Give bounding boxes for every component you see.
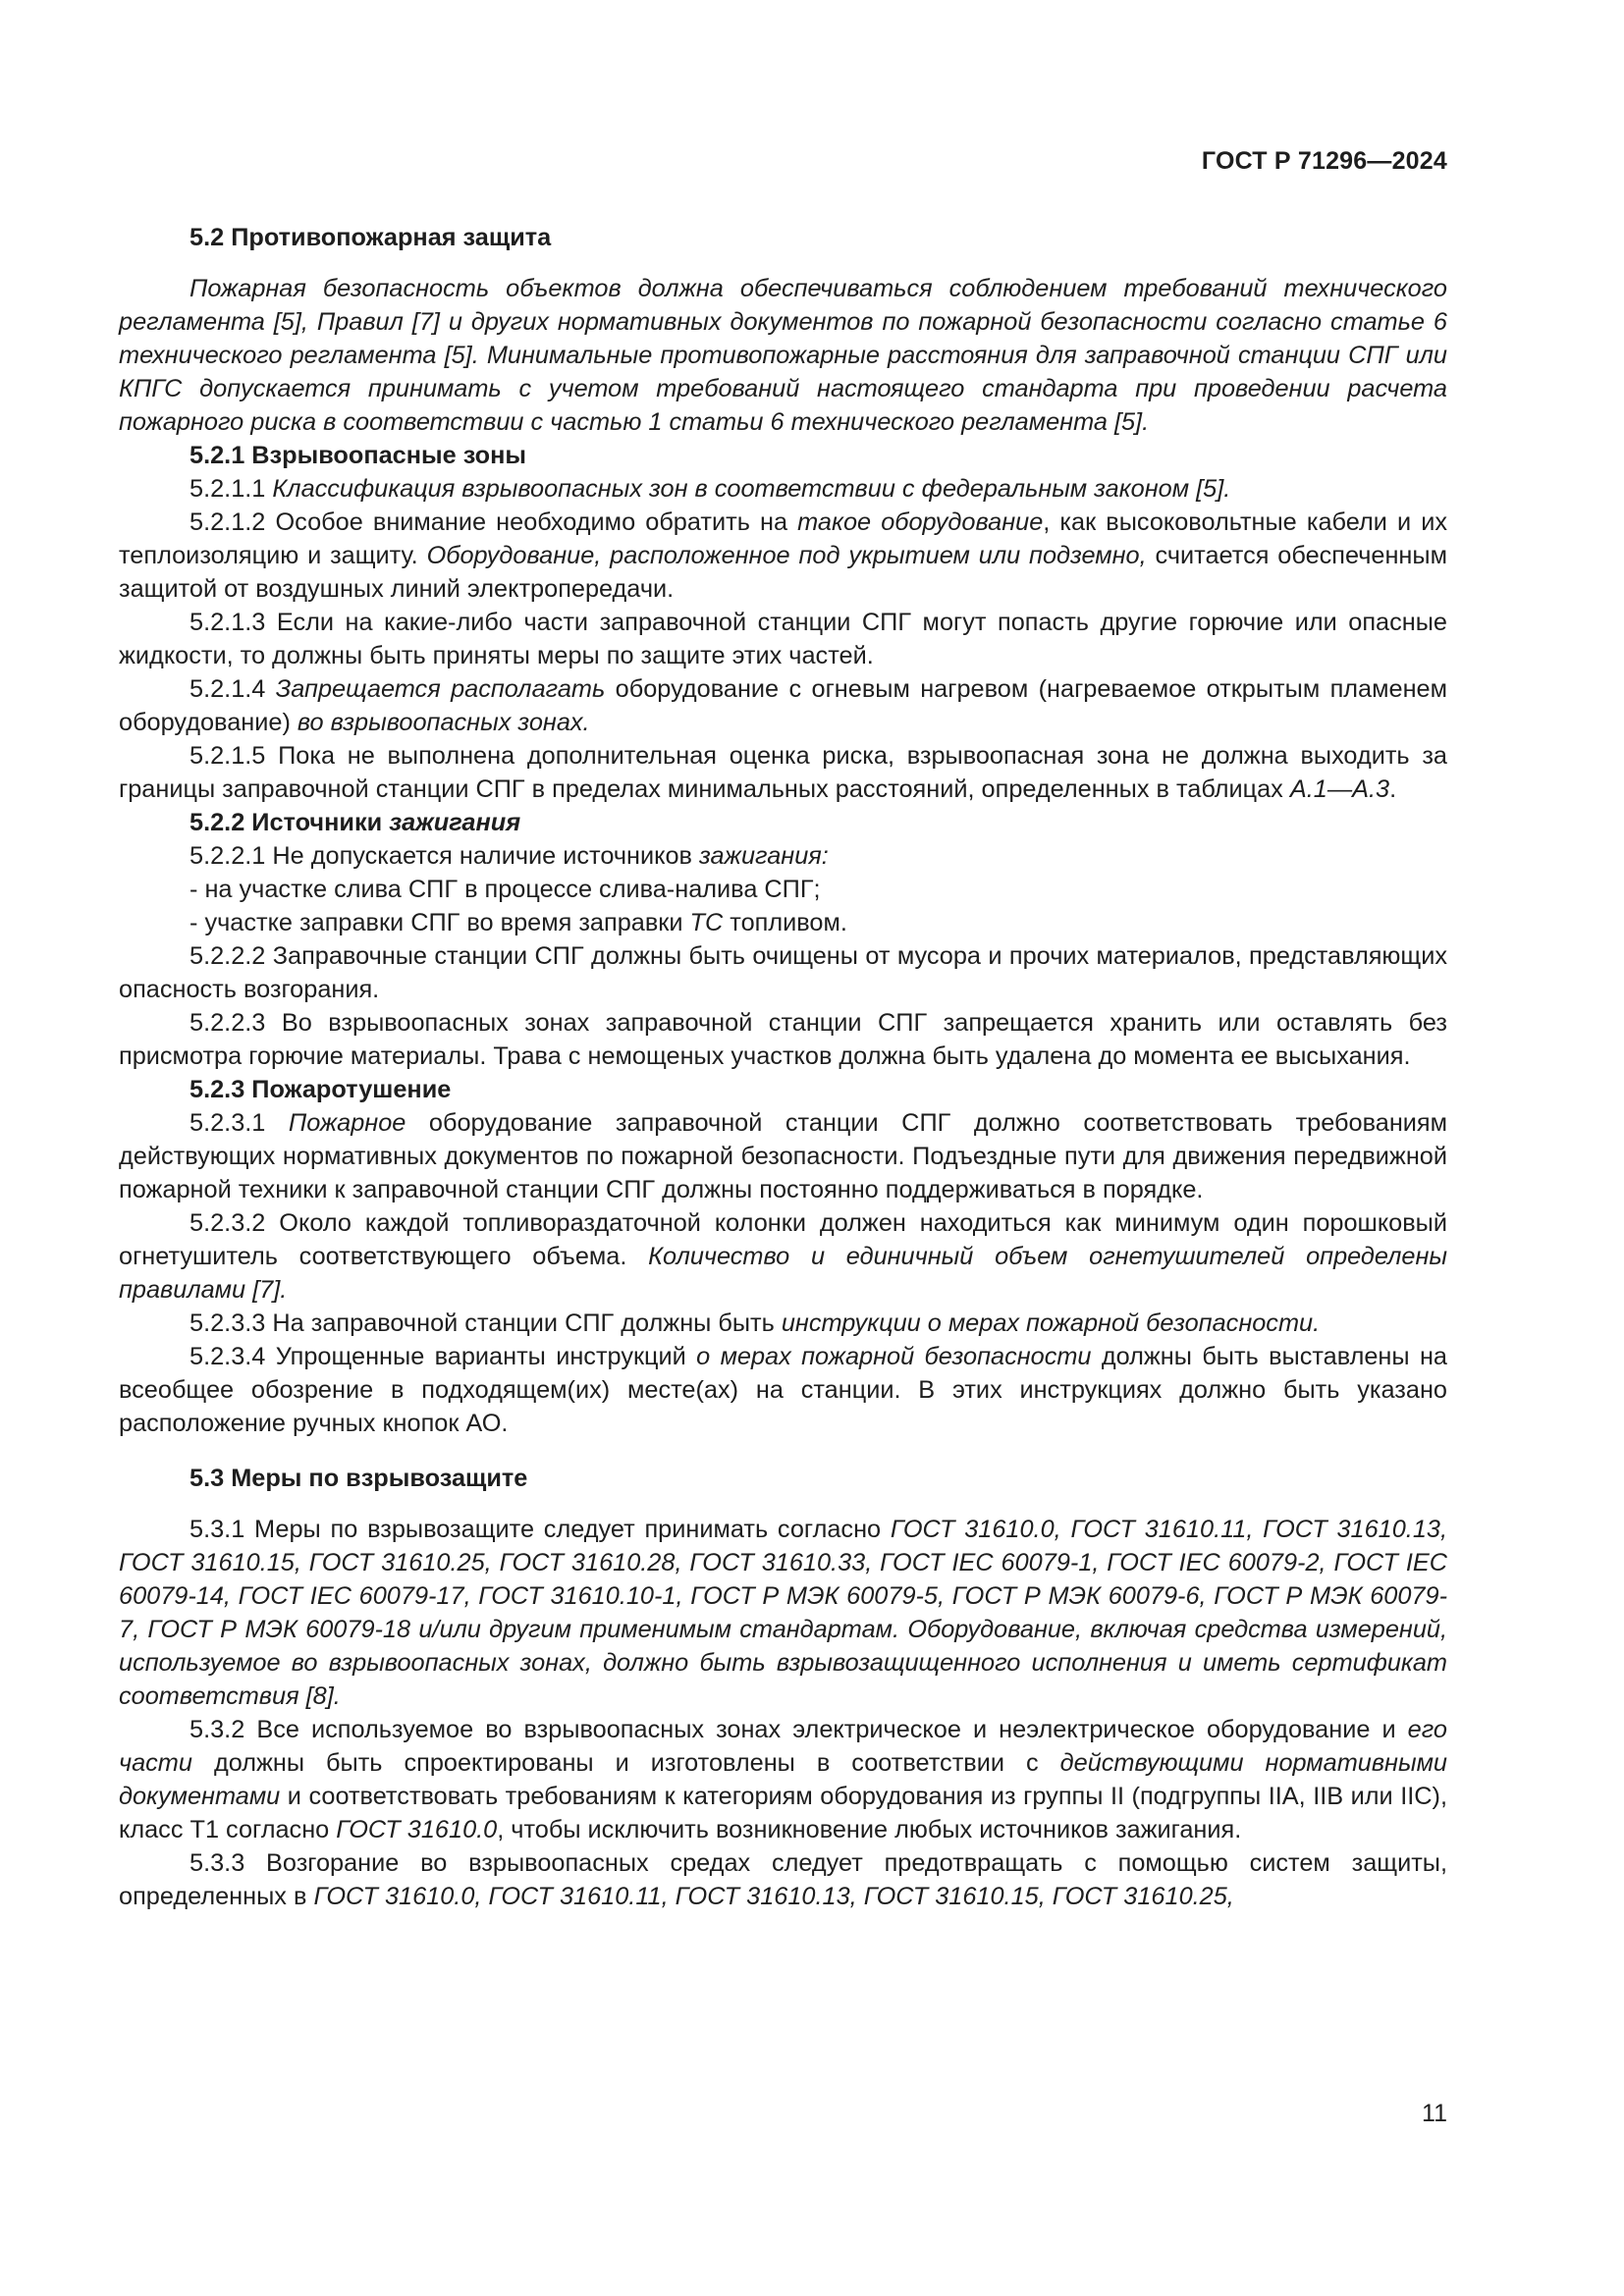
section-5-2-heading: 5.2 Противопожарная защита [189, 224, 552, 251]
section-5-2-intro: Пожарная безопасность объектов должна обеспечиваться соблюдением требований технического регламента [5], Правил [7] и других нормативных документов по пожарной безопасности согласно статье 6 технического регламента [5]. Минимальные противопожарные расстояния для заправочной станции СПГ или КПГС допускается принимать с учетом требований настоящего стандарта при проведении расчета пожарного риска в соответствии с частью 1 статьи 6 технического регламента [5]. [119, 275, 1447, 436]
para-5-2-3-4: 5.2.3.4 Упрощенные варианты инструкций о мерах пожарной безопасности должны быть выставлены на всеобщее обозрение в подходящем(их) месте(ах) на станции. В этих инструкциях должно быть указано расположение ручных кнопок АО. [119, 1343, 1447, 1437]
para-5-3-2: 5.3.2 Все используемое во взрывоопасных зонах электрическое и неэлектрическое оборудование и его части должны быть спроектированы и изготовлены в соответствии с действующими нормативными документами и соответствовать требованиям к категориям оборудования из группы II (подгруппы IIA, IIB или IIC), класс Т1 согласно ГОСТ 31610.0, чтобы исключить возникновение любых источников зажигания. [119, 1716, 1447, 1843]
section-5-3-heading: 5.3 Меры по взрывозащите [189, 1465, 528, 1492]
para-5-2-2-1: 5.2.2.1 Не допускается наличие источников зажигания: [189, 842, 829, 870]
para-5-2-1-1: 5.2.1.1 Классификация взрывоопасных зон в соответствии с федеральным законом [5]. [189, 475, 1231, 503]
para-5-3-1: 5.3.1 Меры по взрывозащите следует принимать согласно ГОСТ 31610.0, ГОСТ 31610.11, ГОСТ 31610.13, ГОСТ 31610.15, ГОСТ 31610.25, ГОСТ 31610.28, ГОСТ 31610.33, ГОСТ IEC 60079-1, ГОСТ IEC 60079-2, ГОСТ IEC 60079-14, ГОСТ IEC 60079-17, ГОСТ 31610.10-1, ГОСТ Р МЭК 60079-5, ГОСТ Р МЭК 60079-6, ГОСТ Р МЭК 60079-7, ГОСТ Р МЭК 60079-18 и/или другим применимым стандартам. Оборудование, включая средства измерений, используемое во взрывоопасных зонах, должно быть взрывозащищенного исполнения и иметь сертификат соответствия [8]. [119, 1516, 1447, 1710]
para-5-2-1-3: 5.2.1.3 Если на какие-либо части заправочной станции СПГ могут попасть другие горючие или опасные жидкости, то должны быть приняты меры по защите этих частей. [119, 609, 1447, 669]
para-5-2-2-2: 5.2.2.2 Заправочные станции СПГ должны быть очищены от мусора и прочих материалов, представляющих опасность возгорания. [119, 942, 1447, 1003]
para-5-2-2-3: 5.2.2.3 Во взрывоопасных зонах заправочной станции СПГ запрещается хранить или оставлять без присмотра горючие материалы. Трава с немощеных участков должна быть удалена до момента ее высыхания. [119, 1009, 1447, 1070]
section-5-2-2-heading: 5.2.2 Источники зажигания [189, 809, 521, 836]
para-5-2-3-1: 5.2.3.1 Пожарное оборудование заправочной станции СПГ должно соответствовать требованиям действующих нормативных документов по пожарной безопасности. Подъездные пути для движения передвижной пожарной техники к заправочной станции СПГ должны постоянно поддерживаться в порядке. [119, 1109, 1448, 1203]
para-5-2-1-2: 5.2.1.2 Особое внимание необходимо обратить на такое оборудование, как высоковольтные кабели и их теплоизоляцию и защиту. Оборудование, расположенное под укрытием или подземно, считается обеспеченным защитой от воздушных линий электропередачи. [119, 508, 1448, 603]
para-5-2-3-2: 5.2.3.2 Около каждой топливораздаточной колонки должен находиться как минимум один порошковый огнетушитель соответствующего объема. Количество и единичный объем огнетушителей определены правилами [7]. [119, 1209, 1448, 1304]
para-5-3-3: 5.3.3 Возгорание во взрывоопасных средах следует предотвращать с помощью систем защиты, определенных в ГОСТ 31610.0, ГОСТ 31610.11, ГОСТ 31610.13, ГОСТ 31610.15, ГОСТ 31610.25, [119, 1849, 1447, 1910]
para-5-2-1-4: 5.2.1.4 Запрещается располагать оборудование с огневым нагревом (нагреваемое открытым пламенем оборудование) во взрывоопасных зонах. [119, 675, 1447, 736]
page-number: 11 [1422, 2100, 1447, 2127]
list-item: - на участке слива СПГ в процессе слива-налива СПГ; [189, 876, 821, 903]
section-5-2-3-heading: 5.2.3 Пожаротушение [189, 1076, 452, 1103]
para-5-2-3-3: 5.2.3.3 На заправочной станции СПГ должны быть инструкции о мерах пожарной безопасности. [189, 1309, 1321, 1337]
para-5-2-1-5: 5.2.1.5 Пока не выполнена дополнительная оценка риска, взрывоопасная зона не должна выходить за границы заправочной станции СПГ в пределах минимальных расстояний, определенных в таблицах А.1—А.3. [119, 742, 1447, 803]
section-5-2-1-heading: 5.2.1 Взрывоопасные зоны [189, 442, 526, 469]
document-body [119, 221, 1447, 1913]
list-item: - участке заправки СПГ во время заправки ТС топливом. [189, 909, 847, 936]
standard-header: ГОСТ Р 71296—2024 [1201, 147, 1447, 175]
